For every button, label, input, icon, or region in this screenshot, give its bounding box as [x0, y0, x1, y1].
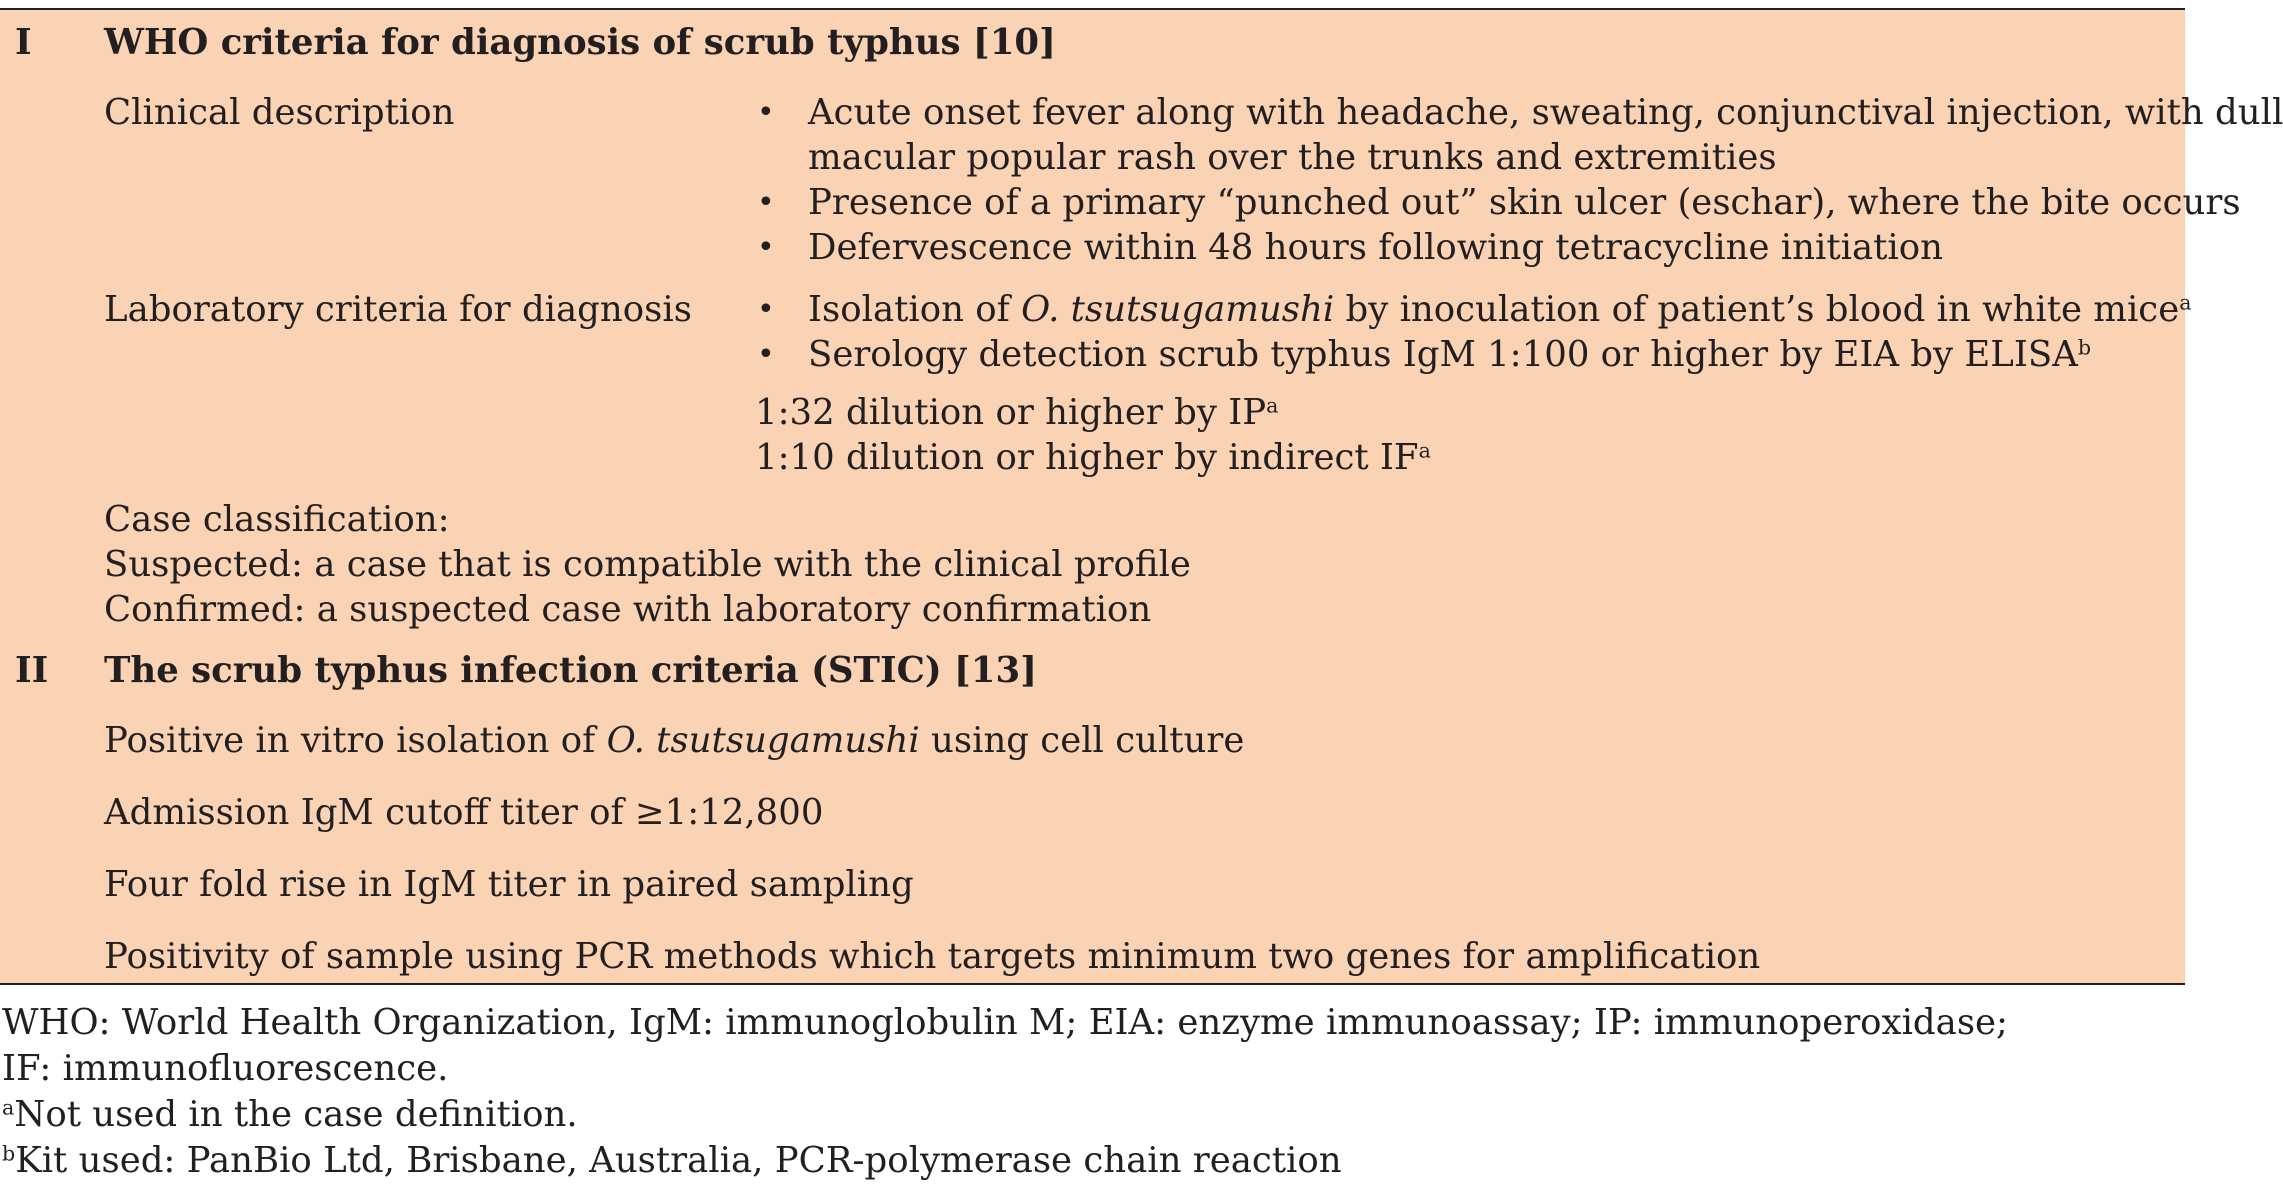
abbreviations-footnote-continuation: IF: immunofluorescence.: [2, 1048, 449, 1089]
lab-bullet: [808, 287, 2191, 333]
organism-name: O. tsutsugamushi: [606, 720, 920, 761]
bullet-icon: •: [757, 337, 775, 372]
stic-criterion: Four fold rise in IgM titer in paired sampling: [104, 864, 914, 905]
footnote-text: Kit used: PanBio Ltd, Brisbane, Australia, PCR-polymerase chain reaction: [15, 1140, 1342, 1181]
lab-dilution-line: [755, 435, 1431, 481]
clinical-bullet: Defervescence within 48 hours following tetracycline initiation: [808, 227, 1943, 268]
stic-criterion: Admission IgM cutoff titer of ≥1:12,800: [104, 792, 824, 833]
footnote-marker: a: [2179, 290, 2192, 315]
case-classification-suspected: Suspected: a case that is compatible with the clinical profile: [104, 544, 1191, 585]
clinical-bullet-continuation: macular popular rash over the trunks and extremities: [808, 137, 1777, 178]
section-title: The scrub typhus infection criteria (STIC) [13]: [104, 650, 1037, 691]
lab-dilution-line: [755, 390, 1278, 436]
section-title: WHO criteria for diagnosis of scrub typhus [10]: [104, 22, 1056, 63]
lab-bullet-text: by inoculation of patient’s blood in white mice: [1334, 289, 2180, 330]
footnote-marker: a: [1418, 438, 1431, 463]
bullet-icon: •: [757, 185, 775, 220]
case-classification-heading: Case classification:: [104, 499, 450, 540]
footnote-marker: b: [2077, 335, 2092, 360]
clinical-description-label: Clinical description: [104, 92, 455, 133]
bottom-rule: [0, 983, 2185, 985]
stic-criterion-text: using cell culture: [919, 720, 1245, 761]
bullet-icon: •: [757, 230, 775, 265]
lab-dilution-text: 1:32 dilution or higher by IP: [755, 392, 1267, 433]
case-classification-confirmed: Confirmed: a suspected case with laboratory confirmation: [104, 589, 1152, 630]
laboratory-criteria-label: Laboratory criteria for diagnosis: [104, 289, 692, 330]
stic-criterion: [104, 718, 1244, 764]
abbreviations-footnote: WHO: World Health Organization, IgM: immunoglobulin M; EIA: enzyme immunoassay; IP: immunoperoxidase;: [2, 1002, 2009, 1043]
footnote-a: [2, 1092, 578, 1138]
footnote-marker: b: [2, 1141, 16, 1166]
lab-bullet-text: Serology detection scrub typhus IgM 1:100 or higher by EIA by ELISA: [808, 334, 2078, 375]
bullet-icon: •: [757, 95, 775, 130]
clinical-bullet: Acute onset fever along with headache, sweating, conjunctival injection, with dull: [808, 92, 2283, 133]
lab-dilution-text: 1:10 dilution or higher by indirect IF: [755, 437, 1419, 478]
footnote-marker: a: [1266, 393, 1279, 418]
footnote-b: [2, 1138, 1342, 1184]
footnote-text: Not used in the case definition.: [14, 1094, 578, 1135]
lab-bullet: [808, 332, 2091, 378]
footnote-marker: a: [2, 1095, 15, 1120]
criteria-table: [0, 10, 2283, 983]
organism-name: O. tsutsugamushi: [1021, 289, 1335, 330]
lab-bullet-text: Isolation of: [808, 289, 1022, 330]
bullet-icon: •: [757, 292, 775, 327]
section-number: II: [15, 650, 49, 691]
stic-criterion-text: Positive in vitro isolation of: [104, 720, 607, 761]
clinical-bullet: Presence of a primary “punched out” skin ulcer (eschar), where the bite occurs: [808, 182, 2241, 223]
section-number: I: [15, 22, 32, 63]
stic-criterion: Positivity of sample using PCR methods which targets minimum two genes for amplification: [104, 936, 1761, 977]
